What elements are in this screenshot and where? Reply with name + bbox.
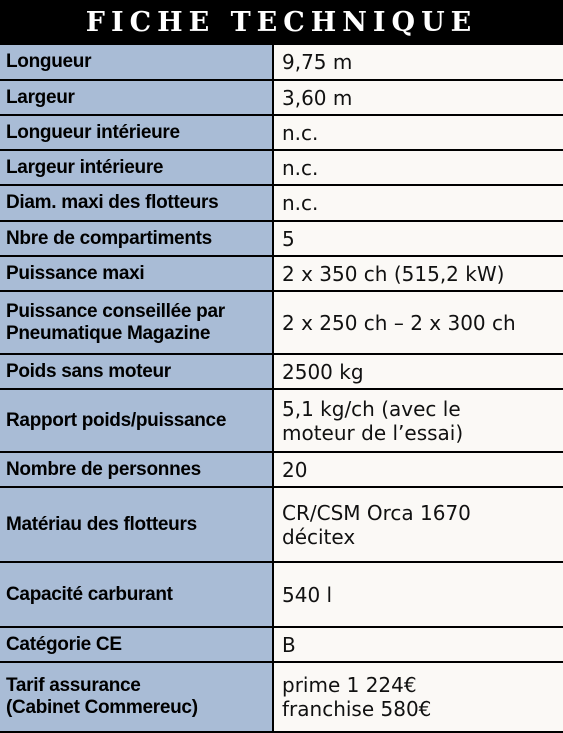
row-label: Largeur bbox=[0, 80, 273, 115]
row-label: Rapport poids/puissance bbox=[0, 389, 273, 452]
row-value: 2 x 250 ch – 2 x 300 ch bbox=[273, 291, 563, 354]
row-label: Poids sans moteur bbox=[0, 354, 273, 389]
row-value: 2 x 350 ch (515,2 kW) bbox=[273, 256, 563, 291]
table-row bbox=[0, 45, 563, 80]
row-label: Longueur bbox=[0, 45, 273, 80]
table-row bbox=[0, 291, 563, 354]
row-label: Matériau des flotteurs bbox=[0, 487, 273, 562]
table-row bbox=[0, 256, 563, 291]
row-label: Nbre de compartiments bbox=[0, 221, 273, 256]
table-row bbox=[0, 221, 563, 256]
row-value: B bbox=[273, 627, 563, 662]
row-label: Longueur intérieure bbox=[0, 115, 273, 150]
row-label: Puissance conseillée par Pneumatique Magazine bbox=[0, 291, 273, 354]
sheet-title: FICHE TECHNIQUE bbox=[85, 7, 478, 38]
table-row bbox=[0, 115, 563, 150]
table-row bbox=[0, 354, 563, 389]
row-label: Catégorie CE bbox=[0, 627, 273, 662]
table-row bbox=[0, 662, 563, 732]
row-label: Diam. maxi des flotteurs bbox=[0, 185, 273, 221]
table-row bbox=[0, 487, 563, 562]
row-label: Capacité carburant bbox=[0, 562, 273, 627]
table-row bbox=[0, 452, 563, 487]
table-row bbox=[0, 562, 563, 627]
row-value: prime 1 224€ franchise 580€ bbox=[273, 662, 563, 732]
row-label: Puissance maxi bbox=[0, 256, 273, 291]
row-value: 2500 kg bbox=[273, 354, 563, 389]
row-value: n.c. bbox=[273, 185, 563, 221]
spec-table bbox=[0, 45, 563, 733]
table-row bbox=[0, 80, 563, 115]
row-label: Largeur intérieure bbox=[0, 150, 273, 185]
title-bar bbox=[0, 0, 563, 45]
table-row bbox=[0, 389, 563, 452]
row-label: Tarif assurance (Cabinet Commereuc) bbox=[0, 662, 273, 732]
row-value: 5 bbox=[273, 221, 563, 256]
row-value: 5,1 kg/ch (avec le moteur de l’essai) bbox=[273, 389, 563, 452]
row-label: Nombre de personnes bbox=[0, 452, 273, 487]
table-row bbox=[0, 185, 563, 221]
table-row bbox=[0, 150, 563, 185]
table-row bbox=[0, 627, 563, 662]
row-value: n.c. bbox=[273, 150, 563, 185]
row-value: CR/CSM Orca 1670 décitex bbox=[273, 487, 563, 562]
row-value: 20 bbox=[273, 452, 563, 487]
row-value: 540 l bbox=[273, 562, 563, 627]
row-value: n.c. bbox=[273, 115, 563, 150]
row-value: 3,60 m bbox=[273, 80, 563, 115]
row-value: 9,75 m bbox=[273, 45, 563, 80]
